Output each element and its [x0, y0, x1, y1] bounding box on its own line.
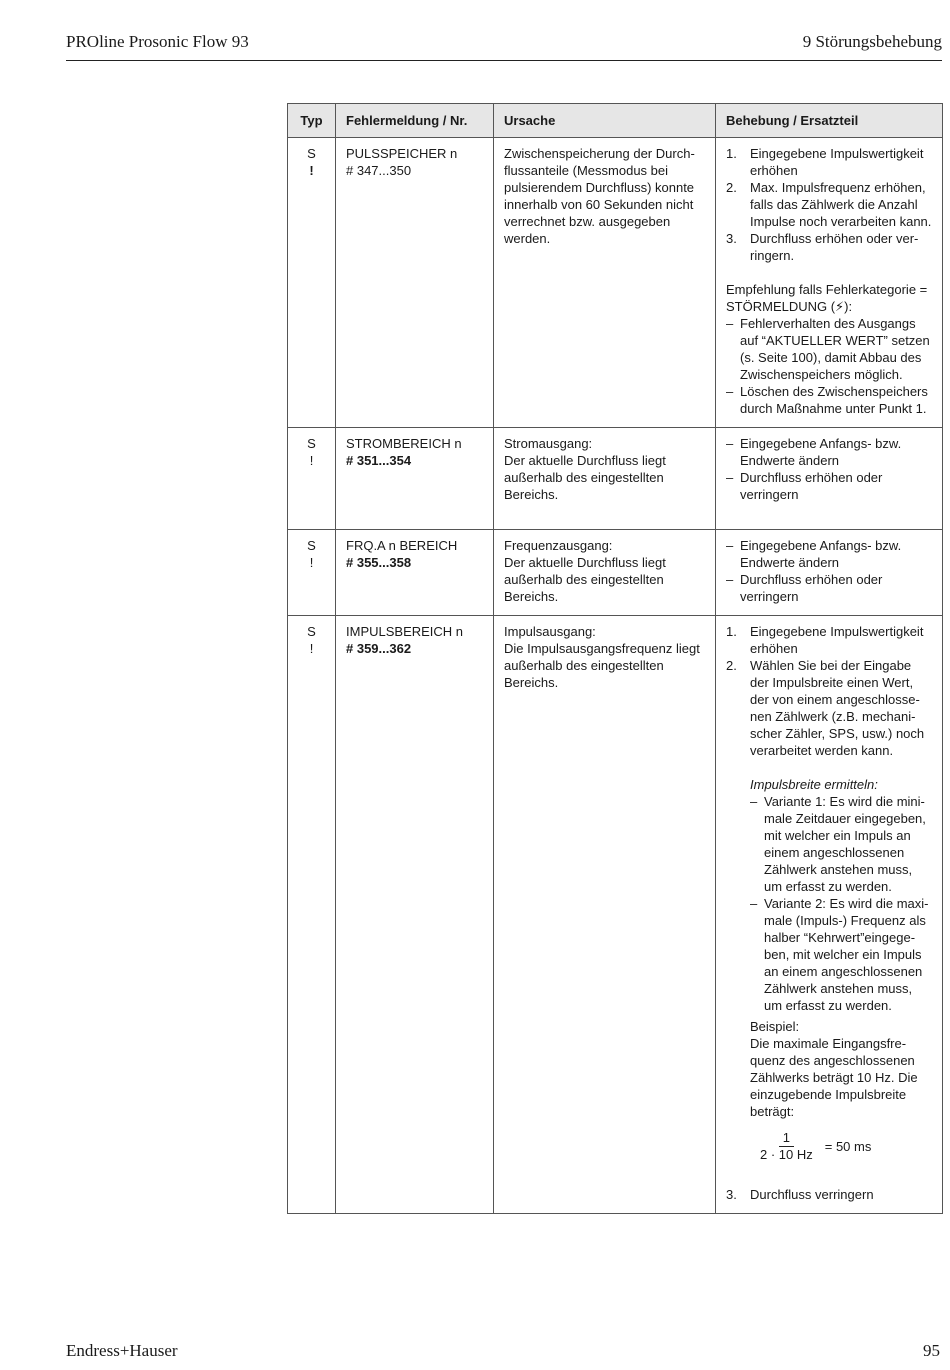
- cause-title: Impulsausgang:: [504, 624, 596, 639]
- message-number: # 355...358: [346, 555, 412, 570]
- list-item: 1. Eingegebene Impulswertigkeit erhöhen: [726, 624, 924, 656]
- message-cell: [336, 530, 494, 616]
- recommendation-list: [726, 315, 932, 417]
- header-typ: Typ: [288, 104, 336, 138]
- typ-letter: S: [307, 436, 316, 451]
- table-row: [288, 138, 943, 428]
- header-behebung: Behebung / Ersatzteil: [716, 104, 943, 138]
- pulse-width-formula: [756, 1130, 932, 1163]
- message-cell: [336, 616, 494, 1214]
- page-number: 95: [923, 1341, 940, 1360]
- formula-result: = 50 ms: [824, 1139, 872, 1154]
- error-table: [287, 103, 943, 1214]
- message-number: # 347...350: [346, 163, 412, 178]
- message-number: # 359...362: [346, 641, 412, 656]
- cause-cell: [494, 428, 716, 530]
- formula-denominator: 2 · 10 Hz: [760, 1147, 813, 1162]
- typ-cell: [288, 530, 336, 616]
- message-cell: [336, 138, 494, 428]
- list-item: – Fehlerverhalten des Ausgangs auf “AKTUELLER WERT” setzen (s. Seite 100), damit Abbau des Zwischenspeichers möglich.: [726, 316, 930, 382]
- list-item: 1. Eingegebene Impulswertigkeit erhöhen: [726, 146, 924, 178]
- message-number: # 351...354: [346, 453, 412, 468]
- table-row: [288, 616, 943, 1214]
- remedy-steps: [726, 145, 932, 264]
- remedy-cell: [716, 428, 943, 530]
- header-meldung: Fehlermeldung / Nr.: [336, 104, 494, 138]
- message-text: FRQ.A n BEREICH: [346, 538, 458, 553]
- table-row: [288, 428, 943, 530]
- list-item: 3. Durchfluss erhöhen oder verringern.: [726, 231, 919, 263]
- recommendation-text: Empfehlung falls Fehlerkategorie = STÖRMELDUNG (⚡):: [726, 282, 928, 314]
- cause-cell: [494, 530, 716, 616]
- message-text: PULSSPEICHER n: [346, 146, 458, 161]
- message-cell: [336, 428, 494, 530]
- cause-text: Zwischenspeicherung der Durchflussanteile (Messmodus bei pulsierendem Durchfluss) konnte innerhalb von 60 Sekunden nicht verrechnet bzw. ausgegeben werden.: [504, 146, 695, 246]
- variant-list: [750, 793, 932, 1014]
- typ-flag: !: [309, 453, 314, 468]
- remedy-list: [726, 435, 932, 503]
- header-chapter: 9 Störungsbehebung: [802, 32, 942, 51]
- header-title: PROline Prosonic Flow 93: [66, 32, 249, 51]
- table-header-row: [288, 104, 943, 138]
- list-item: – Variante 1: Es wird die minimale Zeitdauer eingegeben, mit welcher ein Impuls an einem angeschlossenen Zählwerk anstehen muss, um erfasst zu werden.: [750, 794, 926, 894]
- footer-brand: Endress+Hauser: [66, 1341, 178, 1360]
- list-item: 2. Max. Impulsfrequenz erhöhen, falls das Zählwerk die Anzahl Impulse noch verarbeiten kann.: [726, 180, 932, 229]
- typ-flag: !: [309, 163, 314, 178]
- list-item: – Durchfluss erhöhen oder verringern: [726, 572, 883, 604]
- remedy-list: [726, 537, 932, 605]
- remedy-cell: [716, 616, 943, 1214]
- cause-text: Der aktuelle Durchfluss liegt außerhalb des eingestellten Bereichs.: [504, 453, 666, 502]
- typ-flag: !: [309, 555, 314, 570]
- cause-title: Stromausgang:: [504, 436, 593, 451]
- typ-cell: [288, 616, 336, 1214]
- list-item: – Eingegebene Anfangs- bzw. Endwerte ändern: [726, 436, 902, 468]
- typ-letter: S: [307, 538, 316, 553]
- list-item: – Eingegebene Anfangs- bzw. Endwerte ändern: [726, 538, 902, 570]
- formula-fraction: [756, 1130, 817, 1163]
- formula-numerator: 1: [779, 1130, 794, 1147]
- list-item: 2. Wählen Sie bei der Eingabe der Impulsbreite einen Wert, der von einem angeschlossenen Zählwerk (z.B. mechanischer Zähler, SPS, usw.) noch verarbeitet werden kann. Impulsbreite ermitteln: – Variante 1: Es wird die minimale Zeitdauer eingegeben, mit welcher ein Impuls an einem angeschlossenen Zählwerk anstehen muss, um erfasst zu werden. – Variante 2: Es wird die maximale (Impuls-) Frequenz als halber “Kehrwert”eingegeben, mit welcher ein Impuls an einem angeschlossenen Zählwerk anstehen muss, um erfasst zu werden. Beispiel: Die maximale Eingangsfrequenz des angeschlossenen Zählwerks beträgt 10 Hz. Die einzugebende Impulsbreite beträgt: $\frac{1}{2 \cdot 10 Hz}$ = 50 ms: [726, 657, 932, 1186]
- cause-title: Frequenzausgang:: [504, 538, 613, 553]
- cause-cell: [494, 616, 716, 1214]
- remedy-cell: [716, 530, 943, 616]
- cause-cell: [494, 138, 716, 428]
- header-rule: [66, 60, 942, 61]
- subsection-title: Impulsbreite ermitteln:: [750, 777, 878, 792]
- list-item: – Löschen des Zwischenspeichers durch Maßnahme unter Punkt 1.: [726, 384, 928, 416]
- cause-text: Der aktuelle Durchfluss liegt außerhalb des eingestellten Bereichs.: [504, 555, 666, 604]
- header-ursache: Ursache: [494, 104, 716, 138]
- message-text: STROMBEREICH n: [346, 436, 462, 451]
- typ-flag: !: [309, 641, 314, 656]
- typ-letter: S: [307, 624, 316, 639]
- list-item: – Durchfluss erhöhen oder verringern: [726, 470, 883, 502]
- list-item: – Variante 2: Es wird die maximale (Impuls-) Frequenz als halber “Kehrwert”eingegeben, mit welcher ein Impuls an einem angeschlossenen Zählwerk anstehen muss, um erfasst zu werden.: [750, 896, 929, 1013]
- typ-cell: [288, 138, 336, 428]
- list-item: 3. Durchfluss verringern: [726, 1187, 874, 1202]
- cause-text: Die Impulsausgangsfrequenz liegt außerhalb des eingestellten Bereichs.: [504, 641, 700, 690]
- example-title: Beispiel:: [750, 1019, 800, 1034]
- message-text: IMPULSBEREICH n: [346, 624, 464, 639]
- typ-cell: [288, 428, 336, 530]
- remedy-cell: [716, 138, 943, 428]
- typ-letter: S: [307, 146, 316, 161]
- table-row: [288, 530, 943, 616]
- example-text: Die maximale Eingangsfrequenz des angeschlossenen Zählwerks beträgt 10 Hz. Die einzugebende Impulsbreite beträgt:: [750, 1036, 918, 1119]
- remedy-steps: [726, 623, 932, 1203]
